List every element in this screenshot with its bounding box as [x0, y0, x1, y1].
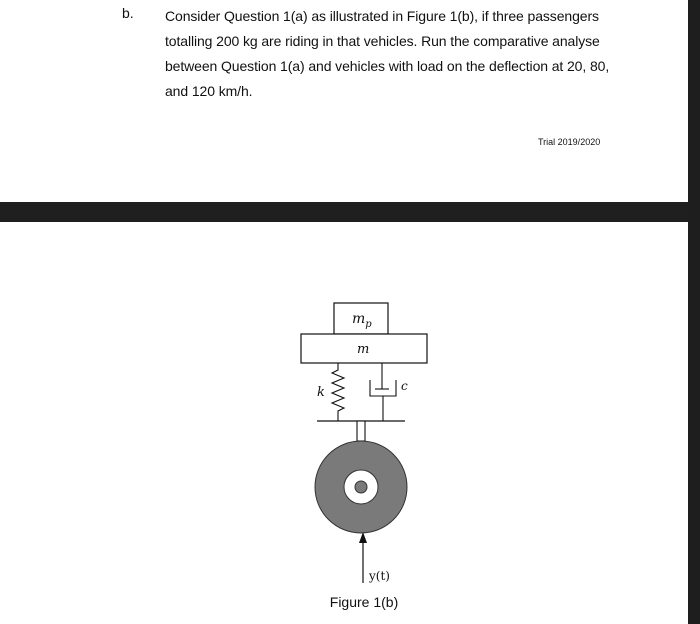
question-line: between Question 1(a) and vehicles with load on the deflection at 20, 80,	[165, 58, 610, 74]
question-line: and 120 km/h.	[165, 83, 253, 99]
question-line: totalling 200 kg are riding in that vehicles. Run the comparative analyse	[165, 33, 600, 49]
question-text	[165, 4, 615, 104]
spring-label: k	[317, 385, 325, 400]
question-item-label: b.	[122, 5, 134, 21]
input-arrow-head	[359, 532, 367, 543]
input-label: y(t)	[369, 569, 390, 583]
damper-label: c	[401, 379, 408, 393]
document-page-top	[0, 0, 688, 202]
axle-shaft	[357, 421, 365, 441]
passenger-mass-label: $m_p$	[352, 311, 372, 330]
vehicle-mass-label: m	[357, 342, 370, 357]
page-footer: Trial 2019/2020	[538, 137, 601, 147]
quarter-car-diagram	[0, 222, 688, 594]
viewer-edge	[688, 0, 700, 624]
page-divider	[0, 202, 700, 222]
spring	[332, 363, 344, 421]
figure-caption: Figure 1(b)	[329, 594, 399, 610]
damper	[370, 363, 396, 421]
wheel-hub	[355, 481, 367, 493]
question-line: Consider Question 1(a) as illustrated in Figure 1(b), if three passengers	[165, 8, 599, 24]
